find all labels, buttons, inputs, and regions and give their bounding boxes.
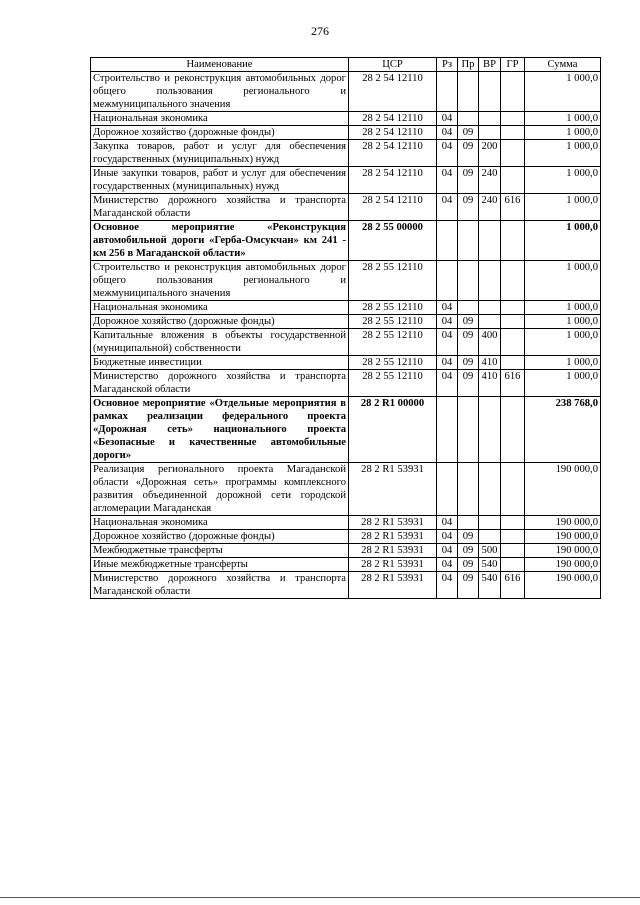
cell-rz: 04 (437, 112, 458, 126)
cell-csr: 28 2 R1 53931 (349, 516, 437, 530)
cell-csr: 28 2 54 12110 (349, 126, 437, 140)
cell-vr: 540 (479, 572, 501, 599)
cell-rz: 04 (437, 356, 458, 370)
cell-pr (458, 112, 479, 126)
cell-pr: 09 (458, 315, 479, 329)
cell-rz: 04 (437, 315, 458, 329)
cell-csr: 28 2 54 12110 (349, 140, 437, 167)
cell-sum: 1 000,0 (525, 370, 601, 397)
cell-pr: 09 (458, 572, 479, 599)
cell-pr: 09 (458, 558, 479, 572)
header-gr: ГР (501, 58, 525, 72)
cell-sum: 1 000,0 (525, 112, 601, 126)
cell-name: Иные межбюджетные трансферты (91, 558, 349, 572)
cell-sum: 1 000,0 (525, 221, 601, 261)
cell-csr: 28 2 54 12110 (349, 194, 437, 221)
cell-vr (479, 301, 501, 315)
table-row (91, 329, 601, 356)
cell-vr (479, 261, 501, 301)
cell-csr: 28 2 54 12110 (349, 72, 437, 112)
table-row (91, 370, 601, 397)
cell-gr (501, 261, 525, 301)
cell-pr: 09 (458, 140, 479, 167)
cell-sum: 1 000,0 (525, 126, 601, 140)
cell-rz: 04 (437, 167, 458, 194)
cell-vr: 540 (479, 558, 501, 572)
cell-vr: 240 (479, 167, 501, 194)
cell-name: Реализация регионального проекта Магаданской области «Дорожная сеть» программы комплексного развития объединенной дорожной сети городской агломерации Магаданская (91, 463, 349, 516)
cell-vr (479, 516, 501, 530)
cell-rz: 04 (437, 370, 458, 397)
cell-pr (458, 72, 479, 112)
cell-rz: 04 (437, 301, 458, 315)
cell-name: Межбюджетные трансферты (91, 544, 349, 558)
cell-csr: 28 2 55 12110 (349, 261, 437, 301)
cell-pr: 09 (458, 356, 479, 370)
cell-gr (501, 544, 525, 558)
cell-rz: 04 (437, 329, 458, 356)
cell-vr (479, 397, 501, 463)
cell-name: Строительство и реконструкция автомобильных дорог общего пользования регионального и межмуниципального значения (91, 261, 349, 301)
cell-pr: 09 (458, 544, 479, 558)
cell-vr (479, 530, 501, 544)
cell-gr (501, 126, 525, 140)
cell-vr: 240 (479, 194, 501, 221)
header-csr: ЦСР (349, 58, 437, 72)
table-row (91, 261, 601, 301)
cell-sum: 1 000,0 (525, 356, 601, 370)
cell-rz (437, 261, 458, 301)
table-row (91, 315, 601, 329)
cell-gr (501, 516, 525, 530)
cell-gr: 616 (501, 194, 525, 221)
cell-pr: 09 (458, 370, 479, 397)
cell-gr (501, 72, 525, 112)
cell-sum: 190 000,0 (525, 530, 601, 544)
cell-vr: 500 (479, 544, 501, 558)
table-row (91, 112, 601, 126)
cell-rz (437, 221, 458, 261)
cell-gr (501, 112, 525, 126)
cell-rz (437, 463, 458, 516)
header-name: Наименование (91, 58, 349, 72)
cell-vr (479, 463, 501, 516)
page-bottom-line (0, 897, 640, 898)
cell-name: Строительство и реконструкция автомобильных дорог общего пользования регионального и межмуниципального значения (91, 72, 349, 112)
cell-pr: 09 (458, 126, 479, 140)
header-pr: Пр (458, 58, 479, 72)
cell-sum: 1 000,0 (525, 329, 601, 356)
cell-sum: 1 000,0 (525, 72, 601, 112)
cell-name: Основное мероприятие «Отдельные мероприятия в рамках реализации федерального проекта «Дорожная сеть» национального проекта «Безопасные и качественные автомобильные дороги» (91, 397, 349, 463)
cell-name: Бюджетные инвестиции (91, 356, 349, 370)
cell-pr: 09 (458, 530, 479, 544)
cell-pr: 09 (458, 194, 479, 221)
table-row (91, 463, 601, 516)
cell-rz: 04 (437, 558, 458, 572)
table-row (91, 72, 601, 112)
cell-name: Дорожное хозяйство (дорожные фонды) (91, 530, 349, 544)
cell-csr: 28 2 R1 53931 (349, 530, 437, 544)
cell-gr (501, 356, 525, 370)
cell-name: Капитальные вложения в объекты государственной (муниципальной) собственности (91, 329, 349, 356)
cell-vr: 400 (479, 329, 501, 356)
cell-sum: 190 000,0 (525, 558, 601, 572)
cell-vr (479, 112, 501, 126)
cell-sum: 1 000,0 (525, 167, 601, 194)
cell-csr: 28 2 R1 53931 (349, 463, 437, 516)
cell-name: Национальная экономика (91, 516, 349, 530)
cell-csr: 28 2 55 12110 (349, 370, 437, 397)
cell-sum: 190 000,0 (525, 544, 601, 558)
cell-gr (501, 140, 525, 167)
cell-sum: 238 768,0 (525, 397, 601, 463)
cell-pr (458, 261, 479, 301)
cell-name: Министерство дорожного хозяйства и транспорта Магаданской области (91, 572, 349, 599)
cell-gr (501, 558, 525, 572)
cell-rz (437, 72, 458, 112)
cell-vr (479, 72, 501, 112)
table-row (91, 301, 601, 315)
cell-name: Министерство дорожного хозяйства и транспорта Магаданской области (91, 194, 349, 221)
table-header-row (91, 58, 601, 72)
cell-gr: 616 (501, 370, 525, 397)
cell-csr: 28 2 R1 53931 (349, 558, 437, 572)
cell-name: Иные закупки товаров, работ и услуг для обеспечения государственных (муниципальных) нужд (91, 167, 349, 194)
table-row (91, 397, 601, 463)
cell-name: Закупка товаров, работ и услуг для обеспечения государственных (муниципальных) нужд (91, 140, 349, 167)
cell-gr (501, 397, 525, 463)
cell-rz: 04 (437, 544, 458, 558)
cell-rz: 04 (437, 126, 458, 140)
cell-csr: 28 2 55 12110 (349, 329, 437, 356)
cell-sum: 1 000,0 (525, 194, 601, 221)
cell-gr (501, 167, 525, 194)
cell-vr (479, 126, 501, 140)
cell-csr: 28 2 R1 53931 (349, 544, 437, 558)
table-row (91, 140, 601, 167)
page-number: 276 (311, 24, 329, 38)
table-row (91, 221, 601, 261)
cell-sum: 1 000,0 (525, 261, 601, 301)
header-vr: ВР (479, 58, 501, 72)
cell-csr: 28 2 55 12110 (349, 356, 437, 370)
cell-name: Дорожное хозяйство (дорожные фонды) (91, 126, 349, 140)
table-row (91, 126, 601, 140)
table-row (91, 516, 601, 530)
cell-vr: 410 (479, 370, 501, 397)
cell-pr (458, 397, 479, 463)
cell-name: Основное мероприятие «Реконструкция автомобильной дороги «Герба-Омсукчан» км 241 - км 256 в Магаданской области» (91, 221, 349, 261)
cell-sum: 190 000,0 (525, 572, 601, 599)
cell-vr (479, 221, 501, 261)
cell-rz: 04 (437, 572, 458, 599)
cell-pr (458, 301, 479, 315)
cell-gr (501, 315, 525, 329)
cell-sum: 1 000,0 (525, 301, 601, 315)
cell-sum: 190 000,0 (525, 463, 601, 516)
cell-gr (501, 463, 525, 516)
cell-gr (501, 329, 525, 356)
table-row (91, 530, 601, 544)
cell-pr (458, 463, 479, 516)
budget-table (90, 57, 601, 599)
cell-gr (501, 301, 525, 315)
cell-gr: 616 (501, 572, 525, 599)
cell-csr: 28 2 55 00000 (349, 221, 437, 261)
table-row (91, 572, 601, 599)
table-row (91, 544, 601, 558)
cell-rz (437, 397, 458, 463)
cell-name: Министерство дорожного хозяйства и транспорта Магаданской области (91, 370, 349, 397)
cell-name: Дорожное хозяйство (дорожные фонды) (91, 315, 349, 329)
cell-csr: 28 2 R1 00000 (349, 397, 437, 463)
cell-name: Национальная экономика (91, 112, 349, 126)
cell-pr: 09 (458, 329, 479, 356)
cell-csr: 28 2 55 12110 (349, 315, 437, 329)
table-row (91, 194, 601, 221)
header-sum: Сумма (525, 58, 601, 72)
table-body (91, 72, 601, 599)
cell-csr: 28 2 R1 53931 (349, 572, 437, 599)
table-row (91, 558, 601, 572)
cell-gr (501, 221, 525, 261)
table-row (91, 167, 601, 194)
cell-csr: 28 2 55 12110 (349, 301, 437, 315)
cell-csr: 28 2 54 12110 (349, 167, 437, 194)
cell-csr: 28 2 54 12110 (349, 112, 437, 126)
header-rz: Рз (437, 58, 458, 72)
cell-pr: 09 (458, 167, 479, 194)
cell-gr (501, 530, 525, 544)
cell-sum: 1 000,0 (525, 315, 601, 329)
cell-pr (458, 221, 479, 261)
cell-rz: 04 (437, 194, 458, 221)
cell-sum: 190 000,0 (525, 516, 601, 530)
table-row (91, 356, 601, 370)
cell-vr: 410 (479, 356, 501, 370)
cell-vr: 200 (479, 140, 501, 167)
cell-rz: 04 (437, 140, 458, 167)
cell-sum: 1 000,0 (525, 140, 601, 167)
cell-pr (458, 516, 479, 530)
cell-vr (479, 315, 501, 329)
cell-rz: 04 (437, 530, 458, 544)
cell-rz: 04 (437, 516, 458, 530)
cell-name: Национальная экономика (91, 301, 349, 315)
